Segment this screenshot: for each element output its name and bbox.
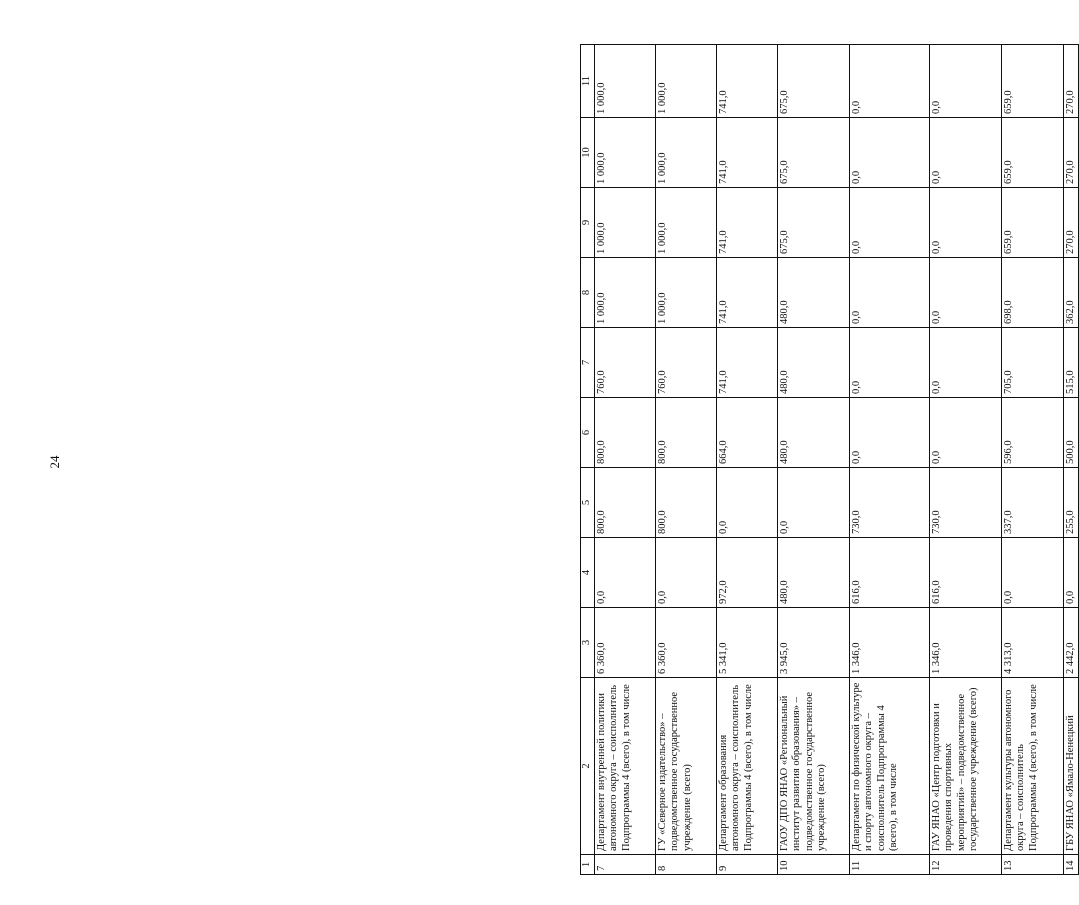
cell-value: 1 000,0 [594,258,655,328]
column-header: 11 [581,45,595,118]
cell-value: 1 000,0 [594,45,655,118]
cell-value: 5 341,0 [716,608,777,678]
column-header: 1 [581,855,595,875]
column-header: 10 [581,118,595,188]
cell-value: 0,0 [777,468,849,538]
cell-value: 741,0 [716,45,777,118]
cell-value: 741,0 [716,188,777,258]
cell-value: 730,0 [929,468,1001,538]
cell-value: 6 360,0 [594,608,655,678]
cell-value: 800,0 [655,468,716,538]
cell-value: 659,0 [1001,118,1063,188]
cell-value: 616,0 [849,538,929,608]
cell-value: 0,0 [1001,538,1063,608]
cell-value: 0,0 [849,118,929,188]
cell-value: 480,0 [777,328,849,398]
cell-value: 596,0 [1001,398,1063,468]
table-row [1001,45,1063,875]
cell-value: 480,0 [777,258,849,328]
cell-value: 0,0 [849,45,929,118]
cell-value: 800,0 [594,398,655,468]
table-row [849,45,929,875]
row-number: 14 [1063,855,1079,875]
cell-value: 0,0 [716,468,777,538]
cell-value: 741,0 [716,258,777,328]
cell-value: 6 360,0 [655,608,716,678]
cell-value: 0,0 [594,538,655,608]
cell-value: 800,0 [594,468,655,538]
cell-value: 270,0 [1063,188,1079,258]
row-name: Департамент по физической культуре и спорту автономного округа – соисполнитель Подпрограммы 4 (всего), в том числе [849,678,929,855]
table-row [594,45,655,875]
row-number: 8 [655,855,716,875]
cell-value: 0,0 [929,398,1001,468]
cell-value: 760,0 [594,328,655,398]
row-name: ГУ «Северное издательство» – подведомственное государственное учреждение (всего) [655,678,716,855]
column-header: 5 [581,468,595,538]
column-header: 7 [581,328,595,398]
cell-value: 480,0 [777,538,849,608]
cell-value: 1 000,0 [655,118,716,188]
cell-value: 255,0 [1063,468,1079,538]
row-name: Департамент образования автономного округа – соисполнитель Подпрограммы 4 (всего), в том числе [716,678,777,855]
cell-value: 0,0 [929,45,1001,118]
column-header: 3 [581,608,595,678]
cell-value: 500,0 [1063,398,1079,468]
row-number: 12 [929,855,1001,875]
row-number: 11 [849,855,929,875]
cell-value: 0,0 [849,398,929,468]
cell-value: 480,0 [777,398,849,468]
column-header: 9 [581,188,595,258]
cell-value: 741,0 [716,328,777,398]
cell-value: 2 442,0 [1063,608,1079,678]
column-header: 6 [581,398,595,468]
row-name: ГАУ ЯНАО «Центр подготовки и проведения спортивных мероприятий» – подведомственное государственное учреждение (всего) [929,678,1001,855]
cell-value: 337,0 [1001,468,1063,538]
cell-value: 4 313,0 [1001,608,1063,678]
cell-value: 270,0 [1063,45,1079,118]
cell-value: 675,0 [777,118,849,188]
table-row [1063,45,1079,875]
cell-value: 0,0 [929,328,1001,398]
cell-value: 0,0 [849,258,929,328]
cell-value: 705,0 [1001,328,1063,398]
row-name: Департамент внутренней политики автономного округа – соисполнитель Подпрограммы 4 (всего), в том числе [594,678,655,855]
cell-value: 730,0 [849,468,929,538]
table-row [716,45,777,875]
cell-value: 616,0 [929,538,1001,608]
row-number: 10 [777,855,849,875]
cell-value: 0,0 [1063,538,1079,608]
cell-value: 0,0 [929,188,1001,258]
column-header: 4 [581,538,595,608]
cell-value: 515,0 [1063,328,1079,398]
cell-value: 0,0 [849,328,929,398]
table-row [655,45,716,875]
cell-value: 0,0 [929,258,1001,328]
cell-value: 675,0 [777,188,849,258]
cell-value: 0,0 [655,538,716,608]
cell-value: 1 346,0 [849,608,929,678]
table-row [777,45,849,875]
cell-value: 972,0 [716,538,777,608]
row-name: ГАОУ ДПО ЯНАО «Региональный институт развития образования» – подведомственное государственное учреждение (всего) [777,678,849,855]
budget-table [580,44,1079,875]
column-number-row [581,45,595,875]
row-number: 13 [1001,855,1063,875]
row-name: Департамент культуры автономного округа – соисполнитель Подпрограммы 4 (всего), в том числе [1001,678,1063,855]
cell-value: 664,0 [716,398,777,468]
cell-value: 0,0 [929,118,1001,188]
cell-value: 1 000,0 [655,258,716,328]
cell-value: 270,0 [1063,118,1079,188]
row-number: 9 [716,855,777,875]
cell-value: 760,0 [655,328,716,398]
page-number: 24 [47,455,62,469]
cell-value: 1 000,0 [594,188,655,258]
cell-value: 741,0 [716,118,777,188]
cell-value: 362,0 [1063,258,1079,328]
table-row [929,45,1001,875]
cell-value: 659,0 [1001,45,1063,118]
cell-value: 1 000,0 [655,45,716,118]
cell-value: 1 000,0 [594,118,655,188]
cell-value: 698,0 [1001,258,1063,328]
column-header: 8 [581,258,595,328]
cell-value: 0,0 [849,188,929,258]
row-name: ГБУ ЯНАО «Ямало-Ненецкий [1063,678,1079,855]
rotated-table-wrapper [580,45,1076,875]
cell-value: 3 945,0 [777,608,849,678]
cell-value: 1 346,0 [929,608,1001,678]
row-number: 7 [594,855,655,875]
cell-value: 659,0 [1001,188,1063,258]
cell-value: 800,0 [655,398,716,468]
cell-value: 675,0 [777,45,849,118]
column-header: 2 [581,678,595,855]
cell-value: 1 000,0 [655,188,716,258]
